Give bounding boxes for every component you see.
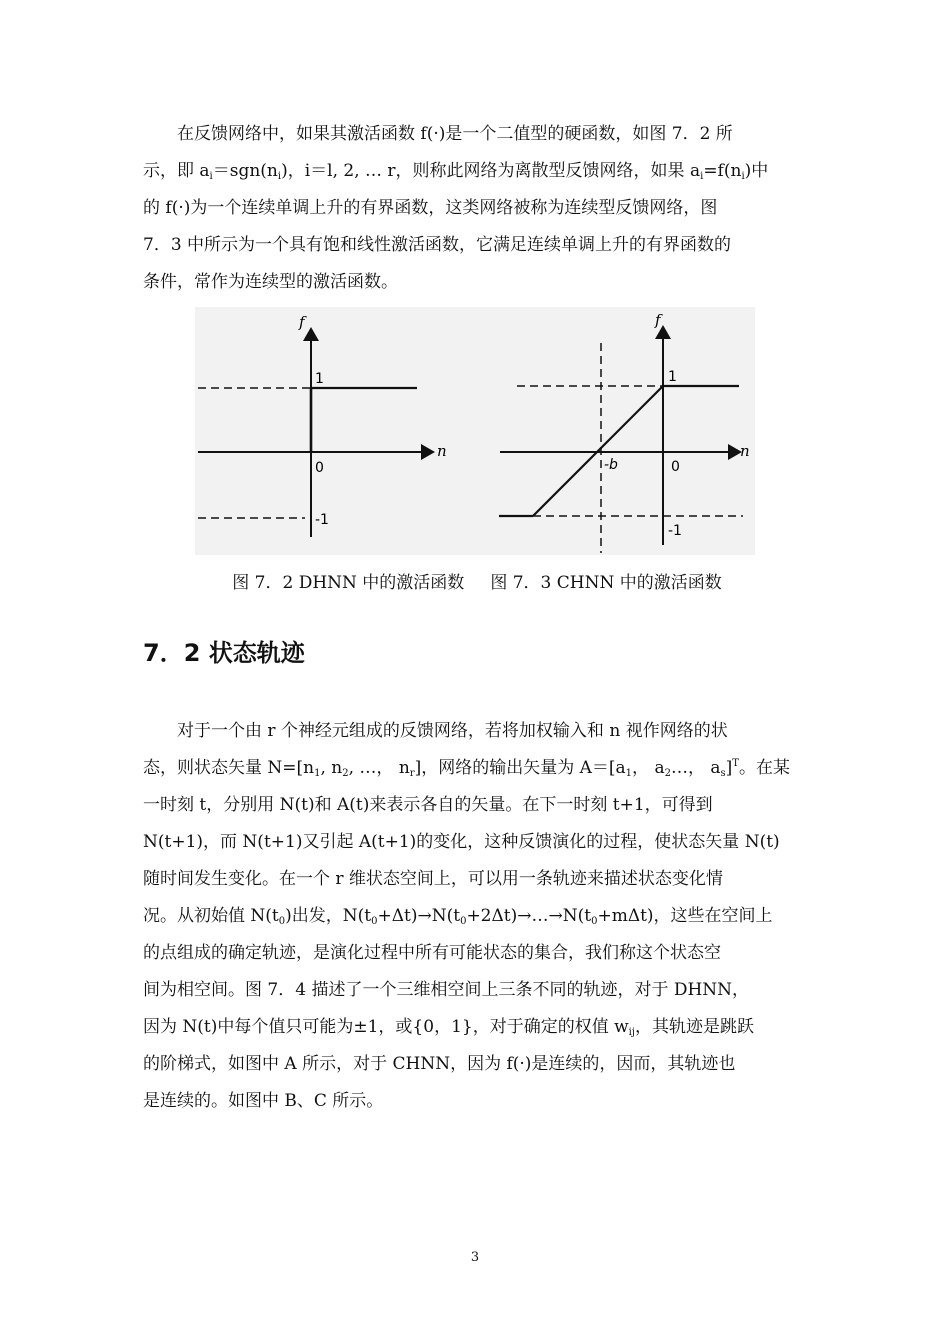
paragraph-intro: [143, 116, 811, 301]
tick-label-zero: 0: [315, 460, 324, 476]
y-axis-label: f: [655, 311, 661, 329]
text-line: 的阶梯式，如图中 A 所示，对于 CHNN，因为 f(·)是连续的，因而，其轨迹也: [143, 1054, 736, 1074]
y-axis-label: f: [299, 313, 305, 331]
figure-activation-functions: [195, 307, 755, 555]
text-line: 7．3 中所示为一个具有饱和线性激活函数，它满足连续单调上升的有界函数的: [143, 235, 732, 255]
figure-caption: [143, 568, 811, 593]
text-line: 示，即 $a_i=sgn(n_i)$，i＝l, 2, … r，则称此网络为离散型反馈网络，如果 $a_i=f(n_i)$中: [143, 161, 769, 182]
x-axis-label: n: [740, 442, 750, 460]
text-line: 条件，常作为连续型的激活函数。: [143, 272, 398, 292]
tick-label-zero: 0: [671, 459, 680, 475]
dhnn-hardlim-plot: [198, 313, 447, 537]
x-axis-label: n: [437, 442, 447, 460]
tick-label-one: 1: [668, 369, 677, 385]
text-line: 随时间发生变化。在一个 r 维状态空间上，可以用一条轨迹来描述状态变化情: [143, 869, 723, 889]
section-heading: 7．2 状态轨迹: [143, 639, 305, 667]
tick-label-neg-one: -1: [315, 512, 329, 528]
text-line: 况。从初始值 $N(t_0)$出发，$N(t_0+\Delta t)\to N(t_0+2\Delta t)\to\dots\to N(t_0+m\Delta t)$，这些在空间上: [143, 906, 773, 927]
text-line: 间为相空间。图 7．4 描述了一个三维相空间上三条不同的轨迹，对于 DHNN，: [143, 980, 750, 1000]
caption-right: 图 7．3 CHNN 中的激活函数: [490, 573, 722, 593]
chnn-satlin-plot: [499, 311, 750, 553]
text-line: 态，则状态矢量 $N=[n_1$, $n_2$, …， $n_r$]，网络的输出矢量为 $A=[a_1$， $a_2\dots$， $a_s]^T$。在某: [143, 758, 790, 779]
text-line: N(t+1)，而 N(t+1)又引起 A(t+1)的变化，这种反馈演化的过程，使状态矢量 N(t): [143, 832, 780, 852]
text-line: 一时刻 t，分别用 N(t)和 A(t)来表示各自的矢量。在下一时刻 t+1，可得到: [143, 795, 713, 815]
text-line: 在反馈网络中，如果其激活函数 f(·)是一个二值型的硬函数，如图 7．2 所: [177, 124, 733, 144]
tick-label-neg-b: -b: [604, 457, 618, 473]
caption-left: 图 7．2 DHNN 中的激活函数: [232, 573, 465, 593]
text-line: 因为 N(t)中每个值只可能为±1，或{0，1}，对于确定的权值 $w_{ij}$，其轨迹是跳跃: [143, 1017, 754, 1038]
tick-label-one: 1: [315, 371, 324, 387]
tick-label-neg-one: -1: [668, 523, 682, 539]
text-line: 的 f(·)为一个连续单调上升的有界函数，这类网络被称为连续型反馈网络，图: [143, 198, 718, 218]
page-number: 3: [470, 1250, 480, 1265]
paragraph-state-trajectory: [143, 713, 811, 1120]
figure-svg: [195, 307, 755, 555]
text-line: 是连续的。如图中 B、C 所示。: [143, 1091, 384, 1111]
text-line: 对于一个由 r 个神经元组成的反馈网络，若将加权输入和 n 视作网络的状: [177, 721, 728, 741]
text-line: 的点组成的确定轨迹，是演化过程中所有可能状态的集合，我们称这个状态空: [143, 943, 721, 963]
